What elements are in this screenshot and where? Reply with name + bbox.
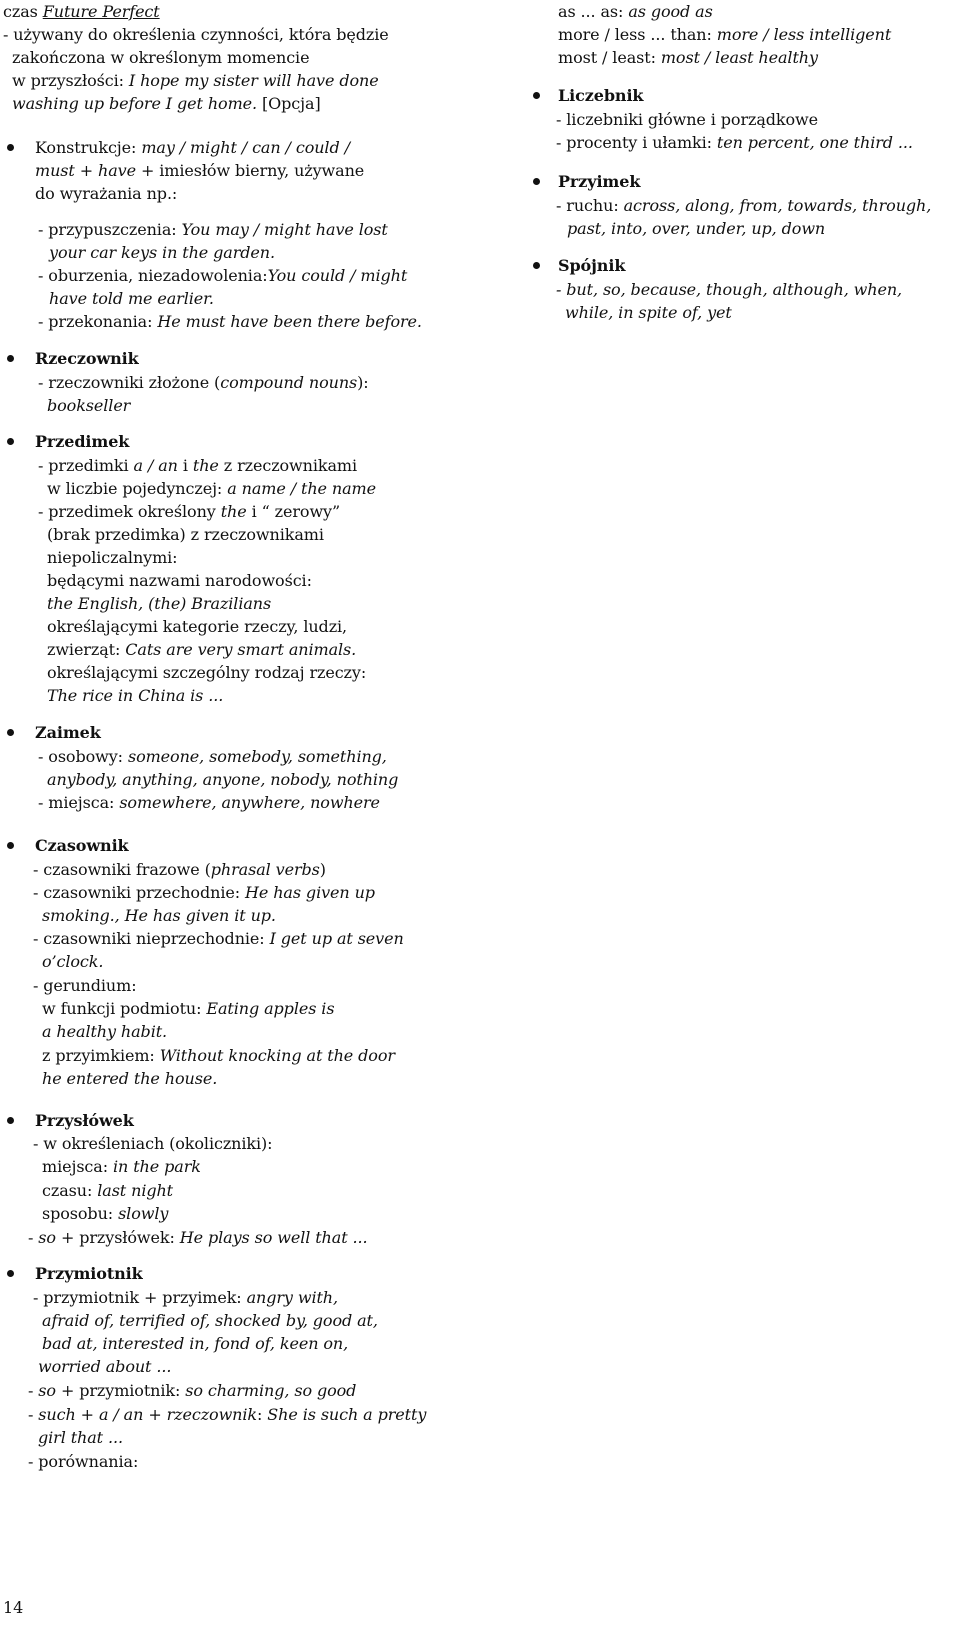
text: + [74, 161, 98, 180]
text: - osobowy: [38, 747, 128, 766]
section-heading-przyslowek: Przysłówek [35, 1111, 134, 1130]
text: - czasowniki nieprzechodnie: [33, 929, 270, 948]
text: - przymiotnik + przyimek: [33, 1288, 247, 1307]
konstrukcje-item: have told me earlier. [49, 289, 214, 308]
example: Eating apples is [206, 999, 335, 1018]
example: You could / might [267, 266, 408, 285]
future-perfect-line: - używany do określenia czynności, która będzie [3, 25, 389, 44]
label: czas [3, 2, 43, 21]
text: z rzeczownikami [218, 456, 357, 475]
przymiotnik-line: afraid of, terrified of, shocked by, good at, [42, 1311, 378, 1330]
przymiotnik-line [28, 1380, 356, 1402]
text: miejsca: [42, 1157, 114, 1176]
section-heading-zaimek: Zaimek [35, 723, 101, 742]
konstrukcje-line [35, 160, 364, 182]
example: more / less intelligent [716, 25, 892, 44]
text: + przymiotnik: [55, 1381, 186, 1400]
example: Without knocking at the door [159, 1046, 395, 1065]
example: washing up before I get home. [12, 94, 257, 113]
text: w przyszłości: [12, 71, 129, 90]
czasownik-line [42, 998, 334, 1020]
section-heading-przedimek: Przedimek [35, 432, 130, 451]
text: - [28, 1405, 39, 1424]
text: - przypuszczenia: [38, 220, 182, 239]
example: a / an [98, 1405, 144, 1424]
example: so [38, 1381, 56, 1400]
bullet-icon [7, 842, 14, 849]
example: ten percent, one third ... [716, 133, 913, 152]
przedimek-line: the English, (the) Brazilians [47, 594, 272, 613]
zaimek-line [38, 746, 387, 768]
future-perfect-line [12, 70, 379, 92]
bullet-icon [7, 438, 14, 445]
example: last night [97, 1181, 174, 1200]
text: - rzeczowniki złożone ( [38, 373, 221, 392]
example: a name / the name [227, 479, 376, 498]
example: in the park [113, 1157, 201, 1176]
example: so charming, so good [185, 1381, 357, 1400]
zaimek-line [38, 792, 380, 814]
text: Konstrukcje: [35, 138, 142, 157]
example: She is such a pretty [267, 1405, 427, 1424]
page-number: 14 [3, 1598, 24, 1617]
example: somewhere, anywhere, nowhere [119, 793, 380, 812]
przedimek-line [47, 639, 356, 661]
konstrukcje-item [38, 265, 407, 287]
text: i [177, 456, 193, 475]
text: : [257, 1405, 268, 1424]
term: phrasal verbs [210, 860, 320, 879]
czasownik-line [33, 859, 326, 881]
example: as good as [628, 2, 713, 21]
section-heading-czasownik: Czasownik [35, 836, 129, 855]
przedimek-line [38, 455, 357, 477]
example: most / least healthy [660, 48, 818, 67]
przyslowek-line [28, 1227, 367, 1249]
text: - procenty i ułamki: [556, 133, 717, 152]
example: so [38, 1228, 56, 1247]
text: + [143, 1405, 167, 1424]
example: I hope my sister will have done [128, 71, 379, 90]
text: - oburzenia, niezadowolenia: [38, 266, 268, 285]
example: You may / might have lost [181, 220, 388, 239]
example: such [38, 1405, 76, 1424]
bullet-icon [7, 1270, 14, 1277]
text: w funkcji podmiotu: [42, 999, 207, 1018]
example: may / might / can / could / [141, 138, 350, 157]
future-perfect-title [3, 1, 160, 23]
text: zwierząt: [47, 640, 126, 659]
text: ) [319, 860, 326, 879]
text: + [75, 1405, 99, 1424]
przymiotnik-line [33, 1287, 338, 1309]
future-perfect-line [12, 93, 321, 115]
bullet-icon [533, 262, 540, 269]
text: i “ zerowy” [246, 502, 341, 521]
example: Cats are very smart animals. [125, 640, 357, 659]
text: - [28, 1381, 39, 1400]
przedimek-line: The rice in China is ... [47, 686, 224, 705]
example: must [35, 161, 75, 180]
czasownik-line: o’clock. [42, 952, 104, 971]
czasownik-line: a healthy habit. [42, 1022, 168, 1041]
rzeczownik-line: bookseller [47, 396, 131, 415]
porownania-line [558, 1, 713, 23]
text: - czasowniki frazowe ( [33, 860, 211, 879]
text: ): [357, 373, 369, 392]
czasownik-line: he entered the house. [42, 1069, 218, 1088]
przyimek-line [556, 195, 931, 217]
text: - przedimek określony [38, 502, 221, 521]
przymiotnik-line: worried about ... [38, 1357, 172, 1376]
example: slowly [118, 1204, 169, 1223]
bullet-icon [7, 1117, 14, 1124]
example: angry with, [246, 1288, 338, 1307]
czasownik-line [42, 1045, 395, 1067]
konstrukcje-item [38, 219, 388, 241]
text: - przekonania: [38, 312, 158, 331]
text: - czasowniki przechodnie: [33, 883, 245, 902]
example: a / an [133, 456, 178, 475]
przedimek-line [38, 501, 340, 523]
text: - ruchu: [556, 196, 624, 215]
text: w liczbie pojedynczej: [47, 479, 228, 498]
example: He plays so well that ... [179, 1228, 368, 1247]
text: z przyimkiem: [42, 1046, 160, 1065]
text: + imiesłów bierny, używane [135, 161, 365, 180]
czasownik-line: - gerundium: [33, 976, 137, 995]
text: sposobu: [42, 1204, 119, 1223]
konstrukcje-item: your car keys in the garden. [49, 243, 275, 262]
example: He has given up [244, 883, 375, 902]
text: - przedimki [38, 456, 134, 475]
term: compound nouns [220, 373, 358, 392]
przedimek-line: określającymi szczególny rodzaj rzeczy: [47, 663, 367, 682]
bullet-icon [7, 144, 14, 151]
konstrukcje-line: do wyrażania np.: [35, 184, 178, 203]
przyimek-line: past, into, over, under, up, down [567, 219, 826, 238]
example: the [220, 502, 247, 521]
przyslowek-line [42, 1180, 173, 1202]
example: rzeczownik [166, 1405, 257, 1424]
przymiotnik-line: bad at, interested in, fond of, keen on, [42, 1334, 349, 1353]
przedimek-line: (brak przedimka) z rzeczownikami [47, 525, 324, 544]
spojnik-line: while, in spite of, yet [565, 303, 732, 322]
przedimek-line: będącymi nazwami narodowości: [47, 571, 312, 590]
bullet-icon [533, 178, 540, 185]
option-tag: [Opcja] [257, 94, 321, 113]
konstrukcje-item [38, 311, 422, 333]
text: - miejsca: [38, 793, 120, 812]
liczebnik-line: - liczebniki główne i porządkowe [556, 110, 818, 129]
section-heading-przymiotnik: Przymiotnik [35, 1264, 143, 1283]
przymiotnik-line: - porównania: [28, 1452, 139, 1471]
czasownik-line [33, 928, 404, 950]
section-heading-spojnik: Spójnik [558, 256, 626, 275]
example: the [192, 456, 219, 475]
przyslowek-line [42, 1203, 168, 1225]
bullet-icon [7, 355, 14, 362]
bullet-icon [533, 92, 540, 99]
text: most / least: [558, 48, 661, 67]
przymiotnik-line [28, 1404, 426, 1426]
spojnik-line: - but, so, because, though, although, when, [556, 280, 903, 299]
example: someone, somebody, something, [127, 747, 387, 766]
text: + przysłówek: [55, 1228, 180, 1247]
section-heading-liczebnik: Liczebnik [558, 86, 644, 105]
section-heading-rzeczownik: Rzeczownik [35, 349, 139, 368]
przymiotnik-line: girl that ... [38, 1428, 123, 1447]
porownania-line [558, 24, 891, 46]
example: across, along, from, towards, through, [623, 196, 932, 215]
section-heading-przyimek: Przyimek [558, 172, 641, 191]
example: He must have been there before. [157, 312, 422, 331]
rzeczownik-line [38, 372, 369, 394]
przedimek-line: określającymi kategorie rzeczy, ludzi, [47, 617, 348, 636]
text: as ... as: [558, 2, 629, 21]
konstrukcje-line [35, 137, 350, 159]
example: have [98, 161, 136, 180]
text: czasu: [42, 1181, 98, 1200]
przedimek-line: niepoliczalnymi: [47, 548, 178, 567]
term: Future Perfect [42, 2, 160, 21]
zaimek-line: anybody, anything, anyone, nobody, nothing [47, 770, 399, 789]
example: I get up at seven [269, 929, 404, 948]
czasownik-line [33, 882, 375, 904]
porownania-line [558, 47, 818, 69]
przedimek-line [47, 478, 376, 500]
text: - [28, 1228, 39, 1247]
bullet-icon [7, 729, 14, 736]
future-perfect-line: zakończona w określonym momencie [12, 48, 310, 67]
przyslowek-line: - w określeniach (okoliczniki): [33, 1134, 273, 1153]
przyslowek-line [42, 1156, 201, 1178]
text: more / less ... than: [558, 25, 717, 44]
czasownik-line: smoking., He has given it up. [42, 906, 276, 925]
liczebnik-line [556, 132, 913, 154]
